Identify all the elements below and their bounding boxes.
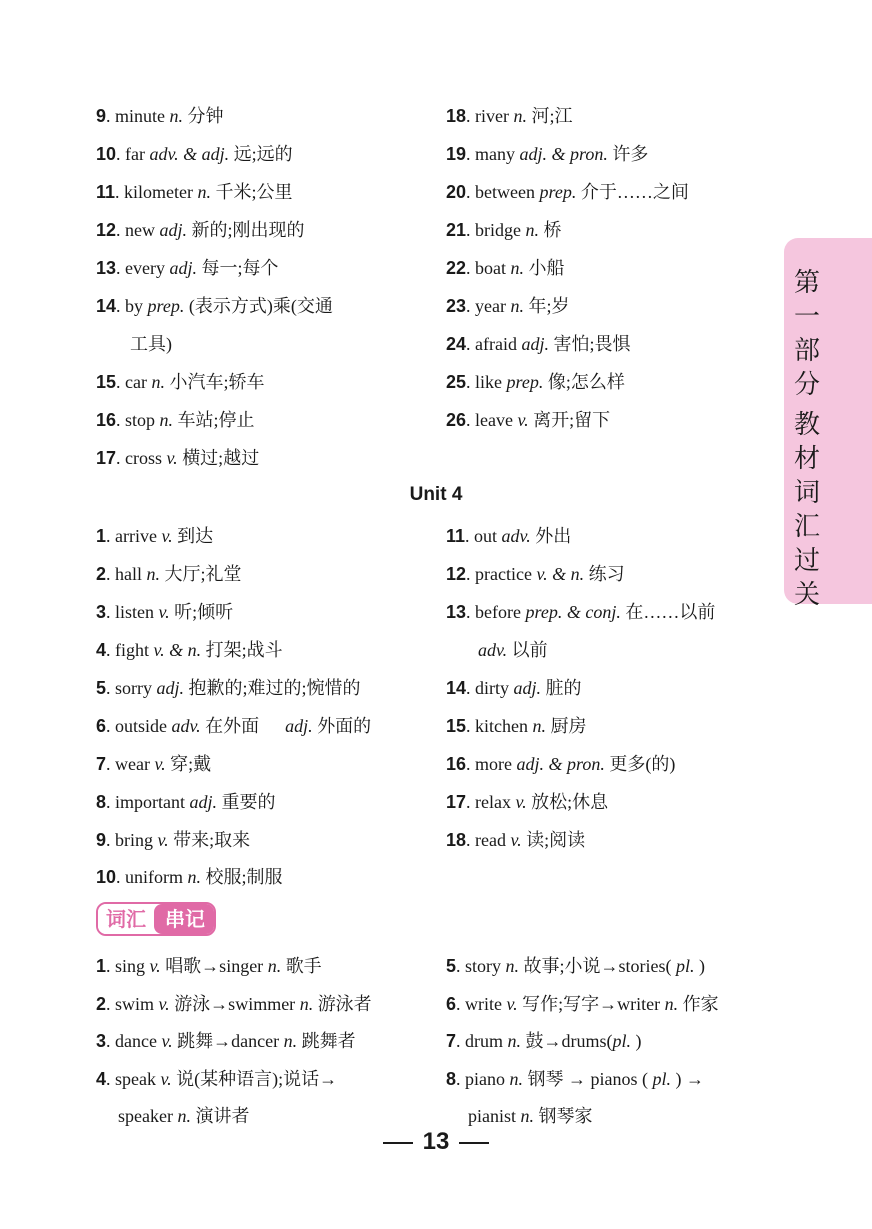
vocab-entry-14: 14. by prep. (表示方式)乘(交通 — [96, 296, 333, 316]
unit4-entry-17: 17. relax v. 放松;休息 — [446, 792, 609, 812]
badge-label-2: 串记 — [154, 904, 216, 934]
unit4-entry-3: 3. listen v. 听;倾听 — [96, 602, 234, 622]
chain-entry-2: 2. swim v. 游泳→swimmer n. 游泳者 — [96, 994, 372, 1014]
side-tab-section-label: 教材词汇过关 — [793, 410, 820, 610]
vocab-entry-18: 18. river n. 河;江 — [446, 106, 573, 126]
unit4-entry-1: 1. arrive v. 到达 — [96, 526, 214, 546]
unit4-entry-12: 12. practice v. & n. 练习 — [446, 564, 625, 584]
vocab-entry-23: 23. year n. 年;岁 — [446, 296, 570, 316]
page-number-footer — [0, 1128, 872, 1156]
badge-label-1: 词汇 — [98, 904, 154, 934]
vocab-entry-17: 17. cross v. 横过;越过 — [96, 448, 260, 468]
chain-entry-4-cont: speaker n. 演讲者 — [118, 1106, 250, 1126]
vocab-entry-10: 10. far adv. & adj. 远;远的 — [96, 144, 293, 164]
vocab-entry-16: 16. stop n. 车站;停止 — [96, 410, 255, 430]
chain-entry-1: 1. sing v. 唱歌→singer n. 歌手 — [96, 956, 322, 976]
unit4-entry-8: 8. important adj. 重要的 — [96, 792, 276, 812]
unit4-entry-4: 4. fight v. & n. 打架;战斗 — [96, 640, 283, 660]
unit4-entry-10: 10. uniform n. 校服;制服 — [96, 867, 283, 887]
chain-entry-8-cont: pianist n. 钢琴家 — [468, 1106, 593, 1126]
chain-entry-6: 6. write v. 写作;写字→writer n. 作家 — [446, 994, 719, 1014]
chain-entry-7: 7. drum n. 鼓→drums(pl. ) — [446, 1031, 642, 1051]
unit4-entry-6: 6. outside adv. 在外面 adj. 外面的 — [96, 716, 372, 736]
unit4-entry-18: 18. read v. 读;阅读 — [446, 830, 586, 850]
unit4-entry-2: 2. hall n. 大厅;礼堂 — [96, 564, 242, 584]
vocab-entry-9: 9. minute n. 分钟 — [96, 106, 224, 126]
unit4-entry-11: 11. out adv. 外出 — [446, 526, 572, 546]
vocab-entry-14-cont: 工具) — [130, 334, 172, 354]
vocab-chain-badge — [96, 902, 216, 936]
vocab-entry-13: 13. every adj. 每一;每个 — [96, 258, 279, 278]
vocab-entry-24: 24. afraid adj. 害怕;畏惧 — [446, 334, 631, 354]
chain-entry-3: 3. dance v. 跳舞→dancer n. 跳舞者 — [96, 1031, 356, 1051]
vocab-entry-11: 11. kilometer n. 千米;公里 — [96, 182, 293, 202]
vocab-entry-26: 26. leave v. 离开;留下 — [446, 410, 611, 430]
footer-dash-right — [459, 1142, 489, 1144]
vocab-entry-15: 15. car n. 小汽车;轿车 — [96, 372, 265, 392]
page-number: 13 — [422, 1128, 450, 1155]
chain-entry-4: 4. speak v. 说(某种语言);说话→ — [96, 1069, 338, 1089]
unit-heading: Unit 4 — [409, 484, 463, 505]
unit4-entry-14: 14. dirty adj. 脏的 — [446, 678, 582, 698]
side-tab-part-label: 第一部分 — [793, 268, 820, 400]
vocab-entry-25: 25. like prep. 像;怎么样 — [446, 372, 625, 392]
unit4-entry-9: 9. bring v. 带来;取来 — [96, 830, 251, 850]
footer-dash-left — [383, 1142, 413, 1144]
vocab-entry-20: 20. between prep. 介于……之间 — [446, 182, 689, 202]
unit4-entry-16: 16. more adj. & pron. 更多(的) — [446, 754, 676, 774]
chain-entry-5: 5. story n. 故事;小说→stories( pl. ) — [446, 956, 706, 976]
vocab-entry-12: 12. new adj. 新的;刚出现的 — [96, 220, 305, 240]
vocab-entry-21: 21. bridge n. 桥 — [446, 220, 562, 240]
vocab-entry-22: 22. boat n. 小船 — [446, 258, 565, 278]
unit4-entry-13: 13. before prep. & conj. 在……以前 — [446, 602, 716, 622]
chain-entry-8: 8. piano n. 钢琴 → pianos ( pl. ) → — [446, 1069, 705, 1089]
unit4-entry-15: 15. kitchen n. 厨房 — [446, 716, 587, 736]
unit4-entry-7: 7. wear v. 穿;戴 — [96, 754, 212, 774]
unit4-entry-5: 5. sorry adj. 抱歉的;难过的;惋惜的 — [96, 678, 361, 698]
unit4-entry-13-cont: adv. 以前 — [478, 640, 548, 660]
section-side-tab — [784, 238, 872, 610]
vocab-entry-19: 19. many adj. & pron. 许多 — [446, 144, 649, 164]
